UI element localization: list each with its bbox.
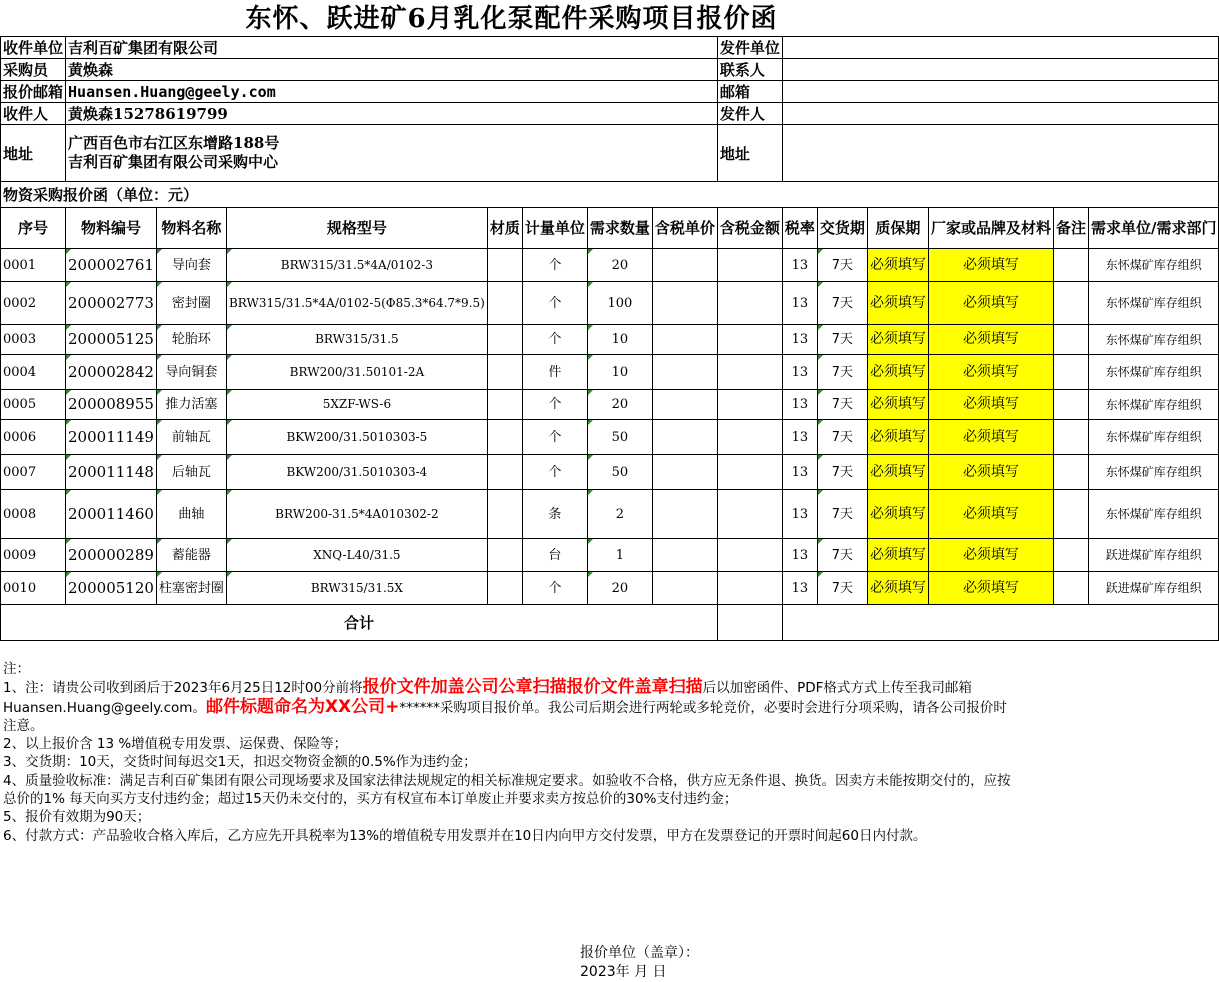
row-qty: 10 [587,325,652,355]
row-seq: 0003 [1,325,66,355]
note-6: 6、付款方式：产品验收合格入库后，乙方应先开具税率为13%的增值税专用发票并在10日内向甲方交付发票，甲方在发票登记的开票时间起60日内付款。 [3,827,927,844]
row-seq: 0010 [1,572,66,605]
row-remark[interactable] [1053,325,1088,355]
row-brand[interactable]: 必须填写 [928,572,1053,605]
column-header-row [1,208,1219,249]
row-delivery: 7天 [817,249,867,282]
row-qty: 1 [587,539,652,572]
address-value-right[interactable] [782,125,1219,182]
row-remark[interactable] [1053,249,1088,282]
row-seq: 0002 [1,282,66,325]
row-unit: 个 [522,390,587,420]
row-delivery: 7天 [817,420,867,455]
row-unit-price[interactable] [652,490,717,539]
row-name: 曲轴 [156,490,226,539]
row-brand[interactable]: 必须填写 [928,539,1053,572]
row-material[interactable] [487,455,522,490]
total-amount[interactable] [717,605,782,641]
row-material[interactable] [487,282,522,325]
sender-label: 发件人 [717,103,782,125]
row-qty: 50 [587,420,652,455]
address-line-1: 广西百色市右江区东增路188号 [68,134,280,152]
mailbox-value[interactable] [782,81,1219,103]
row-seq: 0001 [1,249,66,282]
item-rows [1,249,1219,605]
notes-heading: 注： [3,661,30,677]
row-unit: 个 [522,325,587,355]
row-delivery: 7天 [817,572,867,605]
row-warranty[interactable]: 必须填写 [867,572,928,605]
row-name: 前轴瓦 [156,420,226,455]
total-label: 合计 [1,605,718,641]
row-unit-price[interactable] [652,420,717,455]
row-spec: BKW200/31.5010303-5 [226,420,487,455]
email-label: 报价邮箱 [1,81,66,103]
recipient-value: 黄焕森15278619799 [66,103,718,125]
row-material[interactable] [487,325,522,355]
note-1-text-c: ******采购项目报价单。我公司后期会进行两轮或多轮竞价，必要时会进行分项采购，请各公司报价时注意。 [3,699,1007,734]
row-material[interactable] [487,490,522,539]
address-line-2: 吉利百矿集团有限公司采购中心 [68,153,279,171]
receiver-unit-label: 收件单位 [1,37,66,59]
row-tax-rate: 13 [782,490,817,539]
row-tax-rate: 13 [782,249,817,282]
row-delivery: 7天 [817,282,867,325]
row-code: 200002761 [66,249,157,282]
row-warranty[interactable]: 必须填写 [867,420,928,455]
row-dept: 东怀煤矿库存组织 [1088,282,1218,325]
mailbox-label: 邮箱 [717,81,782,103]
table-row [1,539,1219,572]
note-1-highlight-1: 报价文件加盖公司公章扫描报价文件盖章扫描 [362,677,703,698]
row-unit: 个 [522,572,587,605]
table-row [1,572,1219,605]
row-amount[interactable] [717,249,782,282]
col-name: 物料名称 [156,208,226,249]
row-tax-rate: 13 [782,455,817,490]
row-seq: 0007 [1,455,66,490]
col-unit: 计量单位 [522,208,587,249]
row-unit: 个 [522,282,587,325]
row-delivery: 7天 [817,325,867,355]
row-remark[interactable] [1053,282,1088,325]
row-tax-rate: 13 [782,325,817,355]
row-amount[interactable] [717,325,782,355]
col-delivery: 交货期 [817,208,867,249]
row-delivery: 7天 [817,455,867,490]
row-code: 200002773 [66,282,157,325]
row-remark[interactable] [1053,572,1088,605]
sender-value[interactable] [782,103,1219,125]
row-qty: 100 [587,282,652,325]
row-unit: 台 [522,539,587,572]
col-spec: 规格型号 [226,208,487,249]
total-row [1,605,1219,641]
row-remark[interactable] [1053,355,1088,390]
sign-unit: 报价单位（盖章）： [580,945,699,961]
row-name: 蓄能器 [156,539,226,572]
row-material[interactable] [487,420,522,455]
row-unit-price[interactable] [652,539,717,572]
row-remark[interactable] [1053,539,1088,572]
row-seq: 0009 [1,539,66,572]
col-brand: 厂家或品牌及材料 [928,208,1053,249]
row-remark[interactable] [1053,490,1088,539]
notes [3,660,1020,845]
row-spec: BRW315/31.5 [226,325,487,355]
row-spec: BRW200/31.50101-2A [226,355,487,390]
row-code: 200002842 [66,355,157,390]
total-rest [782,605,1219,641]
row-spec: BRW200-31.5*4A010302-2 [226,490,487,539]
row-warranty[interactable]: 必须填写 [867,249,928,282]
note-1-text-a: 1、注：请贵公司收到函后于2023年6月25日12时00分前将 [3,680,363,697]
row-unit-price[interactable] [652,390,717,420]
note-3: 3、交货期：10天，交货时间每迟交1天，扣迟交物资金额的0.5%作为违约金； [3,754,477,771]
row-unit: 个 [522,249,587,282]
row-unit: 个 [522,455,587,490]
table-row [1,282,1219,325]
row-tax-rate: 13 [782,420,817,455]
row-unit-price[interactable] [652,249,717,282]
row-dept: 东怀煤矿库存组织 [1088,390,1218,420]
col-remark: 备注 [1053,208,1088,249]
col-code: 物料编号 [66,208,157,249]
row-brand[interactable]: 必须填写 [928,455,1053,490]
row-dept: 东怀煤矿库存组织 [1088,490,1218,539]
row-code: 200011149 [66,420,157,455]
row-remark[interactable] [1053,455,1088,490]
row-delivery: 7天 [817,355,867,390]
row-name: 轮胎环 [156,325,226,355]
row-material[interactable] [487,249,522,282]
contact-value[interactable] [782,59,1219,81]
row-unit-price[interactable] [652,572,717,605]
row-spec: XNQ-L40/31.5 [226,539,487,572]
row-name: 密封圈 [156,282,226,325]
row-qty: 20 [587,390,652,420]
row-amount[interactable] [717,282,782,325]
row-seq: 0006 [1,420,66,455]
row-spec: BRW315/31.5X [226,572,487,605]
row-qty: 2 [587,490,652,539]
row-code: 200005120 [66,572,157,605]
row-name: 导向套 [156,249,226,282]
row-material[interactable] [487,390,522,420]
section-title: 物资采购报价函（单位：元） [1,182,1219,208]
row-qty: 50 [587,455,652,490]
row-brand[interactable]: 必须填写 [928,325,1053,355]
row-unit: 件 [522,355,587,390]
document-title: 东怀、跃进矿6月乳化泵配件采购项目报价函 [245,4,778,34]
row-amount[interactable] [717,490,782,539]
row-name: 后轴瓦 [156,455,226,490]
row-spec: BRW315/31.5*4A/0102-5(Φ85.3*64.7*9.5) [226,282,487,325]
row-delivery: 7天 [817,539,867,572]
row-warranty[interactable]: 必须填写 [867,455,928,490]
address-value [66,125,718,182]
row-warranty[interactable]: 必须填写 [867,490,928,539]
table-row [1,455,1219,490]
row-warranty[interactable]: 必须填写 [867,539,928,572]
row-dept: 东怀煤矿库存组织 [1088,355,1218,390]
signature-block [580,944,699,982]
row-unit-price[interactable] [652,282,717,325]
note-1 [3,678,1020,735]
row-spec: BRW315/31.5*4A/0102-3 [226,249,487,282]
note-1-text-b: 后以加密函件、PDF格式方式上传至我司邮箱Huansen.Huang@geely.com。 [3,680,972,716]
sender-unit-label: 发件单位 [717,37,782,59]
row-unit-price[interactable] [652,355,717,390]
row-unit: 个 [522,420,587,455]
row-qty: 20 [587,249,652,282]
row-unit-price[interactable] [652,455,717,490]
col-amount: 含税金额 [717,208,782,249]
note-1-highlight-2: 邮件标题命名为XX公司+ [205,696,400,717]
col-warranty: 质保期 [867,208,928,249]
row-code: 200008955 [66,390,157,420]
row-tax-rate: 13 [782,282,817,325]
row-dept: 东怀煤矿库存组织 [1088,455,1218,490]
row-code: 200005125 [66,325,157,355]
row-amount[interactable] [717,390,782,420]
row-remark[interactable] [1053,390,1088,420]
row-material[interactable] [487,355,522,390]
row-brand[interactable]: 必须填写 [928,390,1053,420]
col-unit-price: 含税单价 [652,208,717,249]
quotation-sheet [0,36,1219,641]
row-warranty[interactable]: 必须填写 [867,282,928,325]
row-spec: BKW200/31.5010303-4 [226,455,487,490]
row-code: 200011148 [66,455,157,490]
row-dept: 东怀煤矿库存组织 [1088,325,1218,355]
row-seq: 0004 [1,355,66,390]
table-row [1,325,1219,355]
address-label-right: 地址 [717,125,782,182]
note-5: 5、报价有效期为90天； [3,809,151,826]
table-row [1,249,1219,282]
row-seq: 0005 [1,390,66,420]
address-label: 地址 [1,125,66,182]
row-qty: 10 [587,355,652,390]
row-brand[interactable]: 必须填写 [928,249,1053,282]
row-tax-rate: 13 [782,572,817,605]
sign-date: 2023年 月 日 [580,964,667,980]
row-code: 200000289 [66,539,157,572]
row-delivery: 7天 [817,490,867,539]
row-unit: 条 [522,490,587,539]
row-qty: 20 [587,572,652,605]
contact-label: 联系人 [717,59,782,81]
row-amount[interactable] [717,455,782,490]
row-tax-rate: 13 [782,355,817,390]
receiver-unit-value: 吉利百矿集团有限公司 [66,37,718,59]
col-qty: 需求数量 [587,208,652,249]
note-2: 2、以上报价含 13 %增值税专用发票、运保费、保险等； [3,736,348,753]
col-tax-rate: 税率 [782,208,817,249]
row-name: 推力活塞 [156,390,226,420]
row-unit-price[interactable] [652,325,717,355]
row-dept: 东怀煤矿库存组织 [1088,249,1218,282]
row-material[interactable] [487,539,522,572]
row-brand[interactable]: 必须填写 [928,490,1053,539]
row-code: 200011460 [66,490,157,539]
email-value: Huansen.Huang@geely.com [66,81,718,103]
row-spec: 5XZF-WS-6 [226,390,487,420]
row-amount[interactable] [717,572,782,605]
row-amount[interactable] [717,420,782,455]
note-4: 4、质量验收标准：满足吉利百矿集团有限公司现场要求及国家法律法规规定的相关标准规定要求。如验收不合格，供方应无条件退、换货。因卖方未能按期交付的，应按总价的1% 每天向买方支付违约金；超过15天仍未交付的，买方有权宣布本订单废止并要求卖方按总价的30%支付违约金； [3,772,1011,808]
row-material[interactable] [487,572,522,605]
recipient-label: 收件人 [1,103,66,125]
row-name: 柱塞密封圈 [156,572,226,605]
row-seq: 0008 [1,490,66,539]
table-row [1,490,1219,539]
col-dept: 需求单位/需求部门 [1088,208,1218,249]
sender-unit-value[interactable] [782,37,1219,59]
row-dept: 跃进煤矿库存组织 [1088,539,1218,572]
row-tax-rate: 13 [782,390,817,420]
buyer-label: 采购员 [1,59,66,81]
row-brand[interactable]: 必须填写 [928,420,1053,455]
row-remark[interactable] [1053,420,1088,455]
table-row [1,420,1219,455]
row-warranty[interactable]: 必须填写 [867,355,928,390]
row-dept: 东怀煤矿库存组织 [1088,420,1218,455]
row-delivery: 7天 [817,390,867,420]
row-dept: 跃进煤矿库存组织 [1088,572,1218,605]
row-amount[interactable] [717,539,782,572]
row-tax-rate: 13 [782,539,817,572]
row-name: 导向铜套 [156,355,226,390]
row-brand[interactable]: 必须填写 [928,355,1053,390]
table-row [1,390,1219,420]
row-brand[interactable]: 必须填写 [928,282,1053,325]
buyer-value: 黄焕森 [66,59,718,81]
row-warranty[interactable]: 必须填写 [867,390,928,420]
row-warranty[interactable]: 必须填写 [867,325,928,355]
col-material: 材质 [487,208,522,249]
table-row [1,355,1219,390]
col-seq: 序号 [1,208,66,249]
row-amount[interactable] [717,355,782,390]
